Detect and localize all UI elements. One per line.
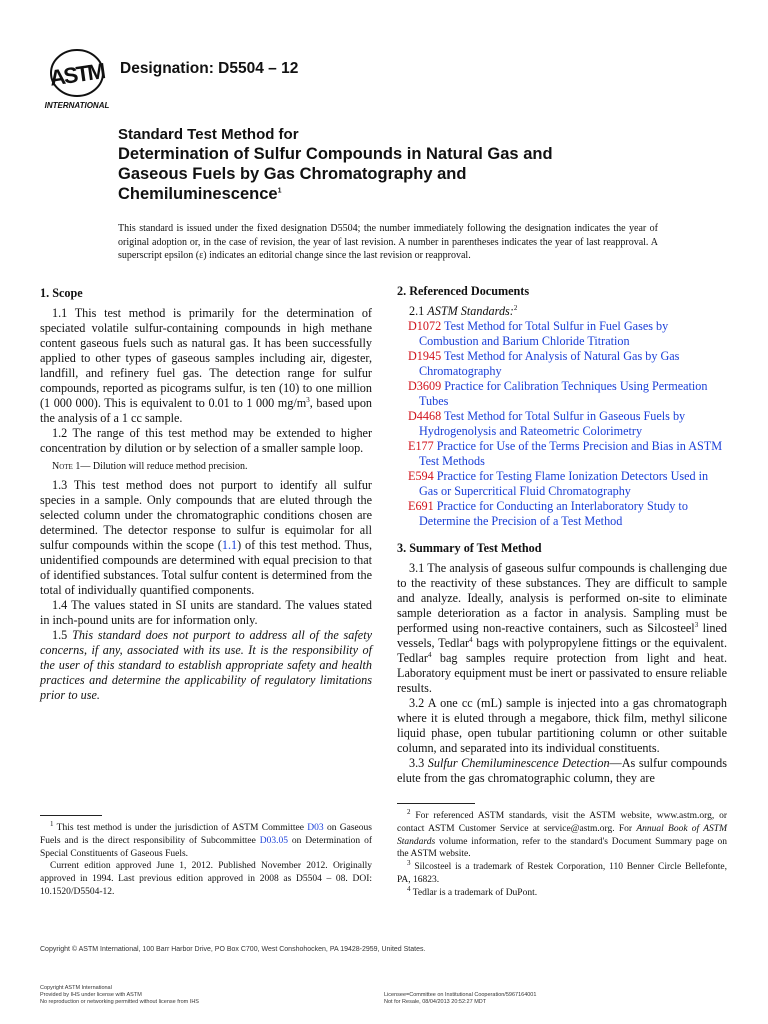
footnote-rule-left <box>40 815 102 816</box>
logo-wordmark: INTERNATIONAL <box>44 101 110 110</box>
footer-right-line: Licensee=Committee on Institutional Cooperation/5967164001 <box>384 992 537 998</box>
para-3-3: 3.3 Sulfur Chemiluminescence Detection—As sulfur compounds elute from the gas chromatographic column, they are <box>397 756 728 785</box>
right-column <box>397 284 727 786</box>
left-column <box>40 286 372 703</box>
title-line-1: Standard Test Method for <box>118 126 299 143</box>
footer-left-line: Copyright ASTM International <box>40 985 112 991</box>
footer-left-line: No reproduction or networking permitted without license from IHS <box>40 999 199 1005</box>
para-1-3: 1.3 This test method does not purport to identify all sulfur species in a sample. Only compounds that are eluted through the selected column under the chromatographic conditions chosen are determined. The detector response to sulfur is equimolar for all sulfur compounds within the scope (1.1) of this test method. Thus, unidentified compounds are determined with equal precision to that of identified substances. Total sulfur content is determined from the total of individually quantified components. <box>40 478 372 597</box>
link-1-1[interactable]: 1.1 <box>221 538 238 552</box>
footnote-1: $^1$ This test method is under the jurisdiction of ASTM Committee D03 on Gaseous Fuels and is the direct responsibility of Subcommittee D03.05 on Determination of Special Constituents of Gaseous Fuels. <box>40 819 372 859</box>
designation: Designation: D5504 – 12 <box>120 60 299 77</box>
para-3-2: 3.2 A one cc (mL) sample is injected into a gas chromatograph where it is eluted through a megabore, thick film, methyl silicone liquid phase, open tubular partitioning column or other suitable column, and separated into its individual constituents. <box>397 696 727 755</box>
reference-item[interactable]: E177 Practice for Use of the Terms Precision and Bias in ASTM Test Methods <box>408 439 723 468</box>
section-references-heading: 2. Referenced Documents <box>397 284 530 298</box>
para-1-2: 1.2 The range of this test method may be extended to higher concentration by dilution or by selection of a smaller sample loop. <box>40 426 372 455</box>
title-line-2: Determination of Sulfur Compounds in Natural Gas and <box>118 145 553 163</box>
astm-logo <box>42 46 112 112</box>
designation-notice: This standard is issued under the fixed designation D5504; the number immediately following the designation indicates the year of original adoption or, in the case of revision, the year of last revision. A number in parentheses indicates the year of last reapproval. A superscript epsilon (ε) indicates an editorial change since the last revision or reapproval. <box>118 223 658 261</box>
astm-logo-icon <box>42 46 112 112</box>
document-title <box>118 126 678 204</box>
copyright-line: Copyright © ASTM International, 100 Barr Harbor Drive, PO Box C700, West Conshohocken, PA 19428-2959, United States. <box>40 946 426 953</box>
footnotes-left <box>40 819 372 899</box>
section-summary-heading: 3. Summary of Test Method <box>397 541 542 555</box>
para-2-1: 2.1 ASTM Standards:$^2$ <box>409 303 518 318</box>
reference-item[interactable]: D4468 Test Method for Total Sulfur in Gaseous Fuels by Hydrogenolysis and Rateometric Colorimetry <box>408 409 686 438</box>
footer-left <box>40 985 199 1006</box>
reference-item[interactable]: E691 Practice for Conducting an Interlaboratory Study to Determine the Precision of a Test Method <box>408 499 688 528</box>
title-line-3: Gaseous Fuels by Gas Chromatography and <box>118 165 467 183</box>
footer-right-line: Not for Resale, 08/04/2013 20:52:27 MDT <box>384 999 487 1005</box>
footer-right <box>384 992 536 1006</box>
section-scope-heading: 1. Scope <box>40 286 83 300</box>
para-1-4: 1.4 The values stated in SI units are standard. The values stated in inch-pound units are for information only. <box>40 598 372 627</box>
footnote-4: $^4$ Tedlar is a trademark of DuPont. <box>407 884 538 898</box>
note-1: Note 1— Dilution will reduce method precision. <box>52 461 248 472</box>
svg-text:ASTM: ASTM <box>48 58 106 91</box>
footnotes-right <box>397 807 728 900</box>
title-line-4: Chemiluminescence$^1$ <box>118 185 282 203</box>
reference-item[interactable]: D1072 Test Method for Total Sulfur in Fuel Gases by Combustion and Barium Chloride Titration <box>408 319 669 348</box>
footnote-3: $^3$ Silcosteel is a trademark of Restek Corporation, 110 Benner Circle Bellefonte, PA, 16823. <box>397 859 728 885</box>
footer-left-line: Provided by IHS under license with ASTM <box>40 992 142 998</box>
link-d03-05[interactable]: D03.05 <box>259 835 288 846</box>
para-3-1: 3.1 The analysis of gaseous sulfur compounds is challenging due to the reactivity of these substances. They are difficult to sample and analyze. Ideally, analysis is performed on-site to eliminate sample deterioration as a factor in analysis. Sampling must be performed using non-reactive containers, such as Silcosteel$^3$ lined vessels, Tedlar$^4$ bags with polypropylene fittings or the equivalent. Tedlar$^4$ bag samples require protection from light and heat. Laboratory equipment must be inert or passivated to ensure reliable results. <box>397 561 728 695</box>
link-d03[interactable]: D03 <box>307 823 324 833</box>
reference-item[interactable]: E594 Practice for Testing Flame Ionization Detectors Used in Gas or Supercritical Fluid Chromatography <box>408 469 709 498</box>
footnote-rule-right <box>397 803 475 804</box>
footnote-2: $^2$ For referenced ASTM standards, visit the ASTM website, www.astm.org, or contact ASTM Customer Service at service@astm.org. For Annual Book of ASTM Standards volume information, refer to the standard's Document Summary page on the ASTM website. <box>397 807 727 860</box>
para-1-1: 1.1 This test method is primarily for the determination of speciated volatile sulfur-containing compounds in high methane content gaseous fuels such as natural gas. It has been successfully applied to other types of gaseous samples including air, digester, landfill, and refinery fuel gas. The detection range for sulfur compounds, reported as picograms sulfur, is ten (10) to one million (1 000 000). This is equivalent to 0.01 to 1 000 $mg/m^3$, based upon the analysis of a 1 cc sample. <box>40 306 373 425</box>
footnote-1-edition: Current edition approved June 1, 2012. Published November 2012. Originally approved in 1994. Last previous edition approved in 2008 as D5504 – 08. DOI: 10.1520/D5504-12. <box>40 861 372 897</box>
reference-list <box>397 319 727 529</box>
reference-item[interactable]: D1945 Test Method for Analysis of Natural Gas by Gas Chromatography <box>408 349 680 378</box>
para-1-5: 1.5 This standard does not purport to address all of the safety concerns, if any, associated with its use. It is the responsibility of the user of this standard to establish appropriate safety and health practices and determine the applicability of regulatory limitations prior to use. <box>40 628 372 702</box>
reference-item[interactable]: D3609 Practice for Calibration Techniques Using Permeation Tubes <box>408 379 708 408</box>
